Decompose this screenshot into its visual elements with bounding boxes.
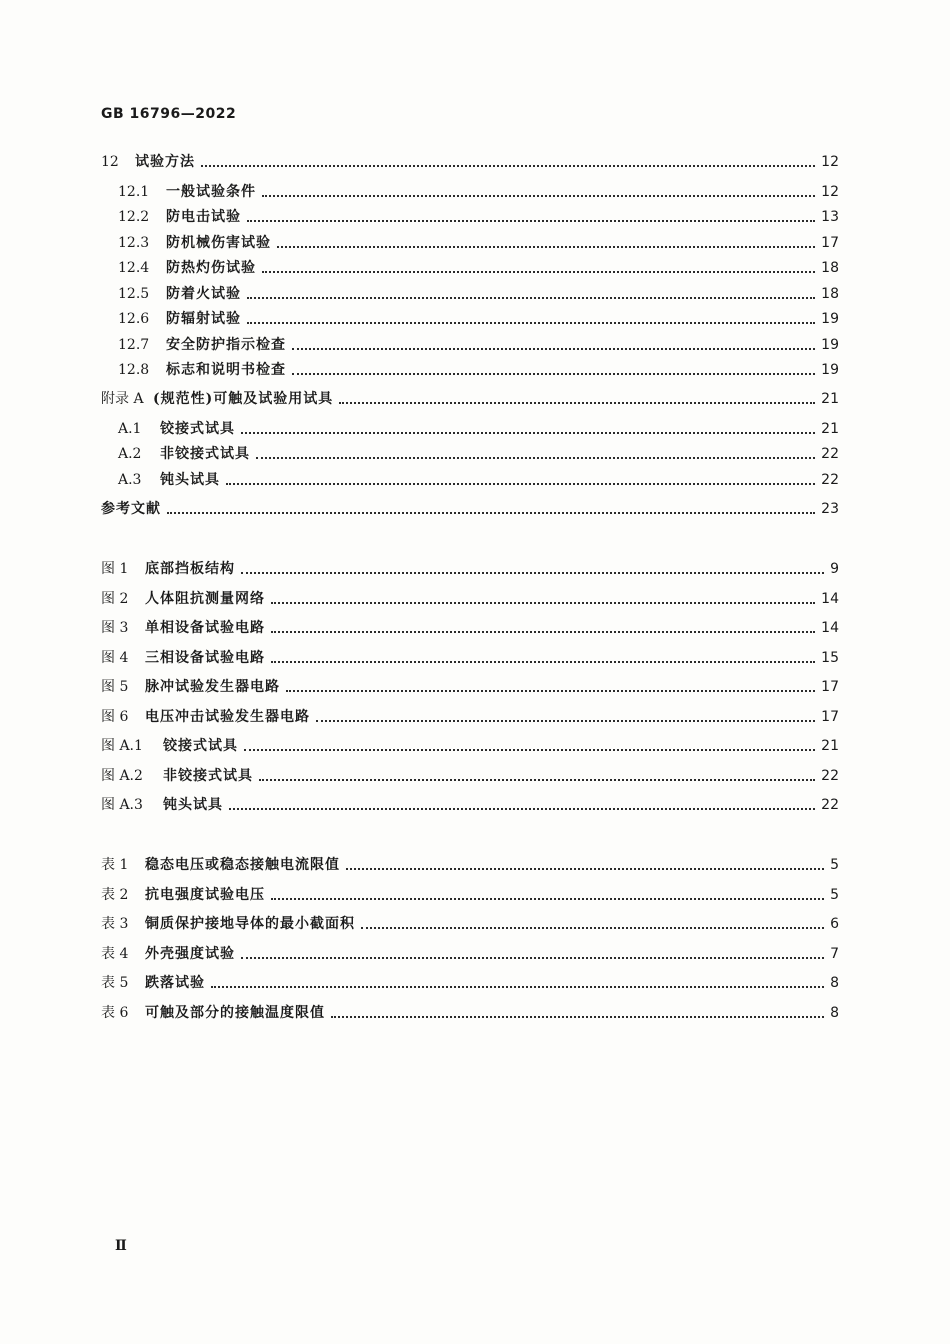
entry-title: 铰接式试具 — [160, 421, 235, 437]
entry-title: 防着火试验 — [166, 286, 241, 302]
entry-page-number: 21 — [821, 738, 839, 754]
entry-number: 图 6 — [101, 709, 129, 725]
entry-title: (规范性)可触及试验用试具 — [153, 391, 334, 407]
entry-page-number: 18 — [821, 286, 839, 302]
dot-leader — [271, 661, 815, 663]
entry-number: 表 1 — [101, 857, 129, 873]
entry-page-number: 6 — [830, 916, 839, 932]
toc-entry[interactable] — [0, 443, 950, 465]
dot-leader — [331, 1016, 824, 1018]
dot-leader — [167, 512, 815, 514]
entry-number: 表 3 — [101, 916, 129, 932]
entry-title: 标志和说明书检查 — [166, 362, 286, 378]
entry-page-number: 21 — [821, 421, 839, 437]
entry-number: 12.2 — [118, 209, 150, 225]
standard-id: GB 16796—2022 — [101, 106, 237, 122]
toc-entry[interactable] — [0, 308, 950, 330]
entry-title: 三相设备试验电路 — [145, 650, 265, 666]
dot-leader — [244, 749, 815, 751]
entry-number: 附录 A — [101, 391, 144, 407]
dot-leader — [271, 898, 824, 900]
dot-leader — [241, 572, 824, 574]
entry-number: 12.1 — [118, 184, 150, 200]
dot-leader — [292, 348, 815, 350]
toc-entry[interactable] — [0, 181, 950, 203]
entry-number: 图 A.1 — [101, 738, 143, 754]
entry-title: 安全防护指示检查 — [166, 337, 286, 353]
entry-page-number: 19 — [821, 337, 839, 353]
entry-title: 稳态电压或稳态接触电流限值 — [145, 857, 340, 873]
dot-leader — [339, 402, 815, 404]
toc-entry[interactable] — [0, 283, 950, 305]
entry-number: 表 2 — [101, 887, 129, 903]
toc-entry[interactable] — [0, 884, 950, 906]
toc-entry[interactable] — [0, 676, 950, 698]
toc-entry[interactable] — [0, 972, 950, 994]
entry-page-number: 12 — [821, 184, 839, 200]
entry-page-number: 17 — [821, 679, 839, 695]
toc-entry[interactable] — [0, 558, 950, 580]
entry-page-number: 21 — [821, 391, 839, 407]
dot-leader — [271, 631, 815, 633]
toc-entry[interactable] — [0, 765, 950, 787]
toc-entry[interactable] — [0, 498, 950, 520]
entry-page-number: 19 — [821, 362, 839, 378]
dot-leader — [361, 927, 824, 929]
entry-title: 钝头试具 — [163, 797, 223, 813]
dot-leader — [229, 808, 815, 810]
entry-page-number: 18 — [821, 260, 839, 276]
entry-title: 抗电强度试验电压 — [145, 887, 265, 903]
entry-page-number: 7 — [830, 946, 839, 962]
dot-leader — [292, 373, 815, 375]
entry-page-number: 15 — [821, 650, 839, 666]
toc-entry[interactable] — [0, 334, 950, 356]
dot-leader — [262, 195, 815, 197]
toc-entry[interactable] — [0, 588, 950, 610]
toc-entry[interactable] — [0, 943, 950, 965]
dot-leader — [271, 602, 815, 604]
entry-number: 12 — [101, 154, 119, 170]
entry-number: 图 3 — [101, 620, 129, 636]
entry-number: 图 A.2 — [101, 768, 143, 784]
dot-leader — [256, 457, 815, 459]
toc-entry[interactable] — [0, 706, 950, 728]
entry-number: A.1 — [118, 421, 142, 437]
entry-title: 防辐射试验 — [166, 311, 241, 327]
dot-leader — [277, 246, 815, 248]
dot-leader — [247, 220, 815, 222]
entry-title: 防电击试验 — [166, 209, 241, 225]
entry-page-number: 22 — [821, 446, 839, 462]
entry-page-number: 22 — [821, 472, 839, 488]
entry-number: 图 4 — [101, 650, 129, 666]
page-number: Ⅱ — [115, 1238, 127, 1254]
entry-number: 图 A.3 — [101, 797, 143, 813]
toc-entry[interactable] — [0, 232, 950, 254]
entry-number: A.2 — [118, 446, 142, 462]
entry-title: 底部挡板结构 — [145, 561, 235, 577]
entry-page-number: 8 — [830, 1005, 839, 1021]
entry-title: 参考文献 — [101, 501, 161, 517]
entry-page-number: 13 — [821, 209, 839, 225]
entry-number: A.3 — [118, 472, 142, 488]
toc-entry[interactable] — [0, 735, 950, 757]
entry-title: 防机械伤害试验 — [166, 235, 271, 251]
entry-page-number: 23 — [821, 501, 839, 517]
toc-entry[interactable] — [0, 257, 950, 279]
dot-leader — [262, 271, 815, 273]
entry-page-number: 9 — [830, 561, 839, 577]
toc-entry[interactable] — [0, 418, 950, 440]
entry-title: 试验方法 — [135, 154, 195, 170]
dot-leader — [316, 720, 815, 722]
dot-leader — [286, 690, 815, 692]
entry-number: 表 6 — [101, 1005, 129, 1021]
entry-page-number: 5 — [830, 857, 839, 873]
entry-page-number: 12 — [821, 154, 839, 170]
entry-page-number: 17 — [821, 709, 839, 725]
toc-entry[interactable] — [0, 469, 950, 491]
entry-number: 12.4 — [118, 260, 150, 276]
entry-page-number: 19 — [821, 311, 839, 327]
entry-number: 图 5 — [101, 679, 129, 695]
entry-title: 外壳强度试验 — [145, 946, 235, 962]
entry-title: 可触及部分的接触温度限值 — [145, 1005, 325, 1021]
dot-leader — [346, 868, 824, 870]
toc-entry[interactable] — [0, 388, 950, 410]
toc-entry[interactable] — [0, 359, 950, 381]
entry-page-number: 22 — [821, 768, 839, 784]
entry-title: 铰接式试具 — [163, 738, 238, 754]
toc-entry[interactable] — [0, 206, 950, 228]
dot-leader — [201, 165, 815, 167]
entry-page-number: 8 — [830, 975, 839, 991]
toc-entry[interactable] — [0, 151, 950, 173]
toc-entry[interactable] — [0, 1002, 950, 1024]
entry-number: 表 5 — [101, 975, 129, 991]
toc-entry[interactable] — [0, 617, 950, 639]
entry-title: 非铰接式试具 — [160, 446, 250, 462]
entry-title: 铜质保护接地导体的最小截面积 — [145, 916, 355, 932]
dot-leader — [241, 432, 815, 434]
entry-title: 人体阻抗测量网络 — [145, 591, 265, 607]
entry-number: 12.7 — [118, 337, 150, 353]
entry-page-number: 22 — [821, 797, 839, 813]
entry-title: 钝头试具 — [160, 472, 220, 488]
entry-title: 一般试验条件 — [166, 184, 256, 200]
toc-entry[interactable] — [0, 854, 950, 876]
dot-leader — [247, 322, 815, 324]
entry-title: 电压冲击试验发生器电路 — [145, 709, 310, 725]
entry-title: 防热灼伤试验 — [166, 260, 256, 276]
dot-leader — [226, 483, 815, 485]
entry-number: 12.3 — [118, 235, 150, 251]
entry-number: 图 2 — [101, 591, 129, 607]
toc-entry[interactable] — [0, 647, 950, 669]
entry-title: 非铰接式试具 — [163, 768, 253, 784]
entry-number: 12.5 — [118, 286, 150, 302]
entry-title: 跌落试验 — [145, 975, 205, 991]
entry-number: 图 1 — [101, 561, 129, 577]
entry-title: 单相设备试验电路 — [145, 620, 265, 636]
dot-leader — [211, 986, 824, 988]
entry-page-number: 5 — [830, 887, 839, 903]
toc-entry[interactable] — [0, 913, 950, 935]
entry-number: 12.8 — [118, 362, 150, 378]
entry-title: 脉冲试验发生器电路 — [145, 679, 280, 695]
entry-number: 12.6 — [118, 311, 150, 327]
dot-leader — [247, 297, 815, 299]
entry-page-number: 17 — [821, 235, 839, 251]
dot-leader — [259, 779, 815, 781]
dot-leader — [241, 957, 824, 959]
toc-entry[interactable] — [0, 794, 950, 816]
entry-number: 表 4 — [101, 946, 129, 962]
entry-page-number: 14 — [821, 620, 839, 636]
entry-page-number: 14 — [821, 591, 839, 607]
